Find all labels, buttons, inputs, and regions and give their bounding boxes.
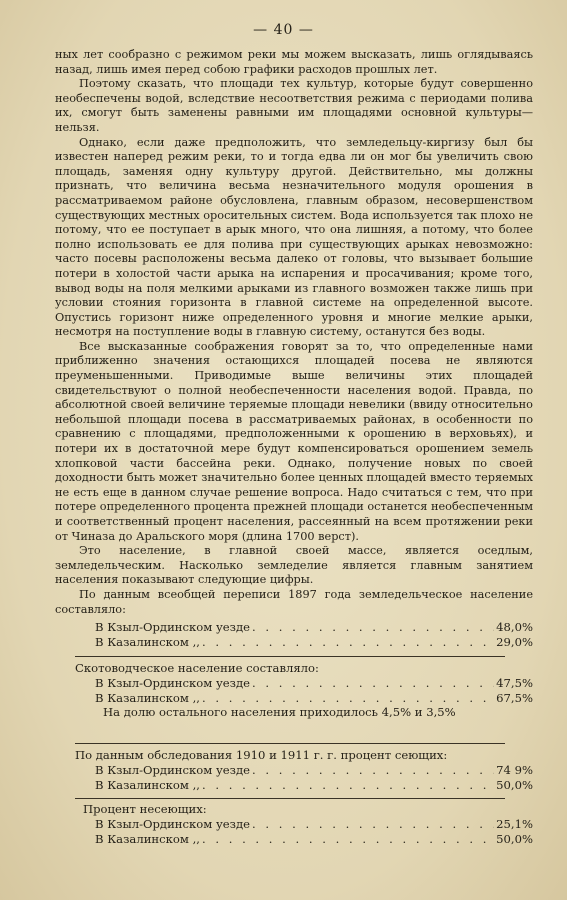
stat-row: В Кзыл-Ординском уезде . . . 47,5% (55, 676, 533, 691)
stat-row: На долю остального населения приходилось 4,5% и 3,5% (103, 705, 456, 720)
divider (75, 798, 505, 799)
statistics-block (55, 661, 533, 720)
divider (75, 743, 505, 744)
statistics-block (55, 748, 533, 792)
paragraph: ных лет сообразно с режимом реки мы можем высказать, лишь оглядываясь назад, лишь имея перед собою графики расходов прошлых лет. (55, 48, 533, 76)
stat-row: В Казалинском ,, . . . 50,0% (55, 778, 533, 793)
stat-row: В Казалинском ,, . . . 50,0% (55, 832, 533, 847)
stat-heading: Процент несеющих: (83, 802, 207, 816)
paragraph: Поэтому сказать, что площади тех культур, которые будут совершенно необеспечены водой, вследствие несоответствия режима с периодами полива их, смогут быть заменены равными им площадями основной культуры—нельзя. (55, 77, 533, 134)
stat-row: В Кзыл-Ординском уезде . . . 74 9% (55, 763, 533, 778)
body-text (55, 48, 533, 617)
paragraph: Это население, в главной своей массе, является оседлым, земледельческим. Насколько земледелие является главным занятием населения показывают следующие цифры. (55, 544, 533, 587)
stat-row: В Казалинском ,, . . . 67,5% (55, 691, 533, 706)
paragraph: Однако, если даже предположить, что земледельцу-киргизу был бы известен наперед режим реки, то и тогда едва ли он мог бы увеличить свою площадь, заменяя одну культуру другой. Действительно, мы должны признать, что величина весьма незначительного модуля орошения в рассматриваемом районе обусловлена, главным образом, несовершенством существующих местных оросительных систем. Вода используется так плохо не потому, что ее поступает в арык много, что она лишняя, а потому, что более полно использовать ее для полива при существующих арыках невозможно: часто посевы расположены весьма далеко от головы, что вызывает большие потери в холостой части арыка на испарения и просачивания; кроме того, вывод воды на поля мелкими арыками из главного возможен также лишь при условии стояния горизонта в главной системе на определенной высоте. Опустись горизонт ниже определенного уровня и многие мелкие арыки, несмотря на поступление воды в главную систему, останутся без воды. (55, 135, 533, 339)
page-number: — 40 — (253, 22, 314, 38)
stat-row: В Казалинском ,, . . . 29,0% (55, 635, 533, 650)
stat-heading: По данным обследования 1910 и 1911 г. г. процент сеющих: (75, 748, 448, 762)
paragraph: По данным всеобщей переписи 1897 года земледельческое население составляло: (55, 587, 533, 616)
statistics-block (55, 620, 533, 650)
stat-row: В Кзыл-Ординском уезде . . . 25,1% (55, 817, 533, 832)
paragraph: Все высказанные соображения говорят за то, что определенные нами приближенно значения остающихся площадей посева не являются преуменьшенными. Приводимые выше величины этих площадей свидетельствуют о полной необеспеченности населения водой. Правда, по абсолютной своей величине теряемые площади невелики (ввиду относительно небольшой площади посева в рассматриваемых районах, в особенности по сравнению с площадями, предположенными к орошению в верховьях), и потери их в достаточной мере будут компенсироваться орошением земель хлопковой части бассейна реки. Однако, получение новых по своей доходности быть может значительно более ценных площадей вместо теряемых не есть еще в данном случае решение вопроса. Надо считаться с тем, что при потере определенного процента прежней площади останется необеспеченным и соответственный процент населения, рассеянный на всем протяжении реки от Чиназа до Аральского моря (длина 1700 верст). (55, 339, 533, 543)
stat-row: В Кзыл-Ординском уезде . . . 48,0% (55, 620, 533, 635)
stat-heading: Скотоводческое население составляло: (75, 661, 319, 675)
divider (75, 656, 505, 657)
statistics-block (55, 802, 533, 846)
